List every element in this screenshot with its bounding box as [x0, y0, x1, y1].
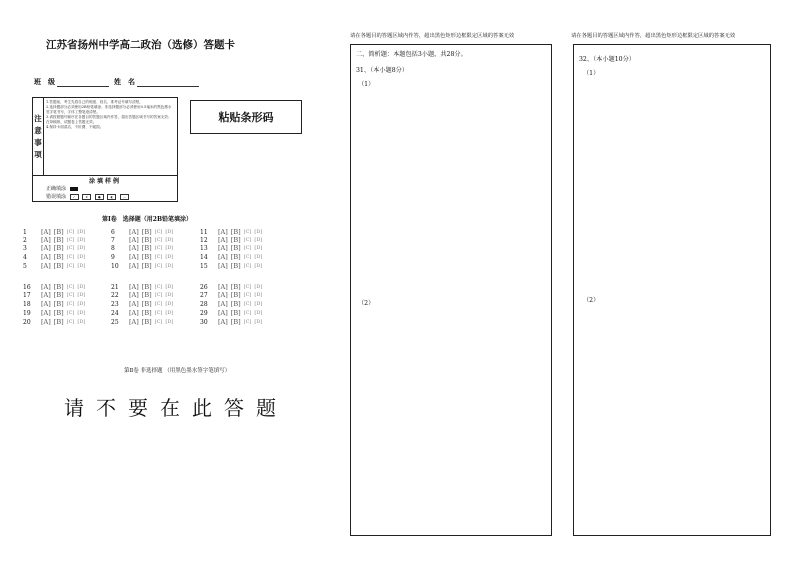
mc-question-row	[23, 318, 88, 326]
option-bubble-d[interactable]: [D]	[77, 237, 86, 243]
option-bubble-a[interactable]: [A]	[218, 300, 228, 308]
wrong-sample: 错误填涂 ✓ ✗ ● ◐ —	[46, 193, 129, 200]
fill-sample-title: 涂填样例	[88, 178, 121, 185]
mc-question-row	[23, 291, 88, 299]
mc-question-row	[111, 309, 176, 317]
option-bubble-d[interactable]: [D]	[254, 292, 263, 298]
option-bubble-d[interactable]: [D]	[165, 310, 174, 316]
correct-sample: 正确填涂	[46, 185, 78, 192]
option-bubble-b[interactable]: [B]	[230, 300, 241, 308]
option-bubble-d[interactable]: [D]	[254, 310, 263, 316]
option-bubble-b[interactable]: [B]	[141, 253, 152, 261]
option-bubble-d[interactable]: [D]	[254, 263, 263, 269]
mc-question-row	[111, 228, 176, 236]
mc-question-row	[200, 262, 265, 270]
mc-question-row	[23, 228, 88, 236]
option-bubble-a[interactable]: [A]	[41, 300, 51, 308]
section1-title: 第Ⅰ卷 选择题（用2B铅笔填涂）	[102, 216, 193, 223]
question-number: 14	[200, 253, 208, 261]
option-bubble-c[interactable]: [C]	[66, 245, 75, 251]
option-bubble-a[interactable]: [A]	[41, 244, 51, 252]
wrong-mark-icon: ✓	[70, 194, 79, 200]
option-bubble-b[interactable]: [B]	[230, 236, 241, 244]
option-bubble-d[interactable]: [D]	[165, 284, 174, 290]
no-answer-zone-text: 请不要在此答题	[64, 396, 288, 420]
question-number: 30	[200, 318, 208, 326]
mc-question-row	[23, 309, 88, 317]
question-number: 17	[23, 291, 31, 299]
question-number: 26	[200, 283, 208, 291]
question-number: 8	[111, 244, 115, 252]
notice-heading: 注 意 事 项	[33, 98, 44, 175]
option-bubble-d[interactable]: [D]	[165, 263, 174, 269]
question-number: 28	[200, 300, 208, 308]
option-bubble-b[interactable]: [B]	[53, 291, 64, 299]
question-number: 23	[111, 300, 119, 308]
section2-title: 第Ⅱ卷 非选择题 （用黑色墨水签字笔填写）	[124, 368, 231, 374]
class-underline	[57, 78, 109, 87]
option-bubble-d[interactable]: [D]	[77, 292, 86, 298]
option-bubble-c[interactable]: [C]	[154, 237, 163, 243]
option-bubble-d[interactable]: [D]	[77, 301, 86, 307]
option-bubble-c[interactable]: [C]	[243, 229, 252, 235]
option-bubble-b[interactable]: [B]	[230, 244, 241, 252]
option-bubble-b[interactable]: [B]	[230, 253, 241, 261]
option-bubble-c[interactable]: [C]	[154, 292, 163, 298]
option-bubble-a[interactable]: [A]	[129, 309, 139, 317]
page-title: 江苏省扬州中学高二政治（选修）答题卡	[46, 39, 235, 51]
option-bubble-b[interactable]: [B]	[53, 318, 64, 326]
notice-items	[46, 100, 175, 131]
question-number: 10	[111, 262, 119, 270]
answer-panel-31[interactable]	[350, 44, 552, 536]
question-number: 21	[111, 283, 119, 291]
class-field[interactable]	[34, 77, 109, 87]
option-bubble-b[interactable]: [B]	[141, 318, 152, 326]
option-bubble-a[interactable]: [A]	[41, 228, 51, 236]
option-bubble-a[interactable]: [A]	[129, 236, 139, 244]
option-bubble-b[interactable]: [B]	[141, 228, 152, 236]
mc-question-row	[200, 300, 265, 308]
mc-question-row	[111, 283, 176, 291]
mc-question-row	[111, 300, 176, 308]
correct-mark-icon	[70, 187, 78, 191]
option-bubble-c[interactable]: [C]	[154, 319, 163, 325]
option-bubble-d[interactable]: [D]	[254, 301, 263, 307]
option-bubble-b[interactable]: [B]	[53, 283, 64, 291]
option-bubble-a[interactable]: [A]	[218, 253, 228, 261]
option-bubble-b[interactable]: [B]	[141, 309, 152, 317]
option-bubble-c[interactable]: [C]	[66, 319, 75, 325]
option-bubble-a[interactable]: [A]	[129, 228, 139, 236]
option-bubble-b[interactable]: [B]	[230, 318, 241, 326]
option-bubble-c[interactable]: [C]	[154, 301, 163, 307]
mc-question-row	[200, 244, 265, 252]
option-bubble-a[interactable]: [A]	[129, 244, 139, 252]
option-bubble-a[interactable]: [A]	[218, 236, 228, 244]
option-bubble-c[interactable]: [C]	[66, 229, 75, 235]
wrong-mark-icon: —	[120, 194, 129, 200]
option-bubble-a[interactable]: [A]	[129, 318, 139, 326]
question-31-title: 31、（本小题8分）	[356, 67, 409, 74]
option-bubble-c[interactable]: [C]	[154, 254, 163, 260]
option-bubble-a[interactable]: [A]	[41, 318, 51, 326]
mc-question-row	[23, 283, 88, 291]
option-bubble-d[interactable]: [D]	[77, 263, 86, 269]
mc-question-row	[111, 244, 176, 252]
option-bubble-c[interactable]: [C]	[243, 263, 252, 269]
wrong-mark-icon: ●	[95, 194, 104, 200]
wrong-mark-icon: ✗	[82, 194, 91, 200]
question-number: 20	[23, 318, 31, 326]
option-bubble-a[interactable]: [A]	[41, 262, 51, 270]
option-bubble-b[interactable]: [B]	[141, 262, 152, 270]
option-bubble-d[interactable]: [D]	[77, 229, 86, 235]
option-bubble-d[interactable]: [D]	[77, 284, 86, 290]
barcode-area: 粘贴条形码	[190, 100, 302, 134]
option-bubble-d[interactable]: [D]	[77, 319, 86, 325]
option-bubble-c[interactable]: [C]	[243, 301, 252, 307]
mc-question-row	[23, 262, 88, 270]
mc-question-row	[200, 253, 265, 261]
option-bubble-a[interactable]: [A]	[129, 253, 139, 261]
q31-part2-label: （2）	[358, 300, 375, 307]
option-bubble-b[interactable]: [B]	[230, 228, 241, 236]
answer-area-warning: 请在各题目的答题区域内作答，超出黑色矩形边框限定区域的答案无效	[350, 33, 515, 39]
option-bubble-c[interactable]: [C]	[66, 284, 75, 290]
mc-question-row	[111, 236, 176, 244]
option-bubble-d[interactable]: [D]	[77, 245, 86, 251]
option-bubble-a[interactable]: [A]	[218, 283, 228, 291]
option-bubble-a[interactable]: [A]	[41, 309, 51, 317]
option-bubble-c[interactable]: [C]	[66, 263, 75, 269]
question-number: 22	[111, 291, 119, 299]
option-bubble-b[interactable]: [B]	[53, 228, 64, 236]
q31-part1-label: （1）	[358, 81, 375, 88]
mc-question-row	[111, 318, 176, 326]
option-bubble-d[interactable]: [D]	[165, 292, 174, 298]
question-number: 15	[200, 262, 208, 270]
mc-question-row	[200, 236, 265, 244]
option-bubble-b[interactable]: [B]	[141, 283, 152, 291]
question-number: 2	[23, 236, 27, 244]
question-number: 12	[200, 236, 208, 244]
option-bubble-b[interactable]: [B]	[230, 283, 241, 291]
name-field[interactable]	[114, 77, 199, 87]
mc-question-row	[200, 318, 265, 326]
option-bubble-b[interactable]: [B]	[230, 262, 241, 270]
q32-part1-label: （1）	[583, 70, 600, 77]
option-bubble-c[interactable]: [C]	[66, 254, 75, 260]
question-number: 4	[23, 253, 27, 261]
option-bubble-c[interactable]: [C]	[154, 263, 163, 269]
option-bubble-a[interactable]: [A]	[218, 228, 228, 236]
option-bubble-d[interactable]: [D]	[254, 319, 263, 325]
option-bubble-c[interactable]: [C]	[243, 292, 252, 298]
mc-question-row	[200, 309, 265, 317]
option-bubble-a[interactable]: [A]	[129, 283, 139, 291]
option-bubble-c[interactable]: [C]	[66, 310, 75, 316]
option-bubble-a[interactable]: [A]	[218, 262, 228, 270]
option-bubble-c[interactable]: [C]	[154, 310, 163, 316]
option-bubble-a[interactable]: [A]	[41, 283, 51, 291]
option-bubble-d[interactable]: [D]	[77, 254, 86, 260]
notice-box	[32, 97, 178, 176]
mc-question-row	[111, 291, 176, 299]
option-bubble-a[interactable]: [A]	[41, 291, 51, 299]
name-underline	[137, 78, 199, 87]
question-number: 18	[23, 300, 31, 308]
mc-question-row	[23, 300, 88, 308]
option-bubble-b[interactable]: [B]	[230, 309, 241, 317]
question-number: 5	[23, 262, 27, 270]
option-bubble-c[interactable]: [C]	[243, 319, 252, 325]
class-label: 班 级	[34, 77, 55, 86]
question-number: 1	[23, 228, 27, 236]
option-bubble-a[interactable]: [A]	[218, 244, 228, 252]
question-number: 3	[23, 244, 27, 252]
option-bubble-b[interactable]: [B]	[141, 244, 152, 252]
option-bubble-d[interactable]: [D]	[254, 284, 263, 290]
option-bubble-c[interactable]: [C]	[154, 284, 163, 290]
option-bubble-c[interactable]: [C]	[66, 301, 75, 307]
mc-question-row	[111, 262, 176, 270]
option-bubble-d[interactable]: [D]	[165, 301, 174, 307]
mc-question-row	[200, 283, 265, 291]
notice-item: 2.选择题部分必须使用2B铅笔填涂；非选择题部分必须使用0.5毫米的黑色墨水签字笔书写，字体工整笔迹清楚。	[46, 105, 172, 115]
option-bubble-b[interactable]: [B]	[53, 244, 64, 252]
option-bubble-b[interactable]: [B]	[141, 236, 152, 244]
option-bubble-c[interactable]: [C]	[243, 254, 252, 260]
question-number: 27	[200, 291, 208, 299]
option-bubble-d[interactable]: [D]	[165, 319, 174, 325]
wrong-mark-icon: ◐	[107, 194, 116, 200]
question-number: 11	[200, 228, 208, 236]
option-bubble-c[interactable]: [C]	[154, 229, 163, 235]
answer-panel-32[interactable]	[573, 44, 771, 536]
option-bubble-a[interactable]: [A]	[218, 318, 228, 326]
option-bubble-d[interactable]: [D]	[165, 254, 174, 260]
option-bubble-c[interactable]: [C]	[243, 245, 252, 251]
option-bubble-c[interactable]: [C]	[243, 284, 252, 290]
option-bubble-d[interactable]: [D]	[254, 237, 263, 243]
question-number: 19	[23, 309, 31, 317]
option-bubble-a[interactable]: [A]	[218, 291, 228, 299]
option-bubble-a[interactable]: [A]	[129, 291, 139, 299]
section-heading: 二、简析题：本题包括3小题，共28分。	[356, 51, 467, 58]
mc-question-row	[23, 236, 88, 244]
option-bubble-c[interactable]: [C]	[243, 237, 252, 243]
option-bubble-c[interactable]: [C]	[66, 237, 75, 243]
option-bubble-d[interactable]: [D]	[165, 245, 174, 251]
option-bubble-a[interactable]: [A]	[41, 236, 51, 244]
question-number: 16	[23, 283, 31, 291]
option-bubble-b[interactable]: [B]	[141, 291, 152, 299]
question-number: 24	[111, 309, 119, 317]
option-bubble-d[interactable]: [D]	[165, 229, 174, 235]
option-bubble-d[interactable]: [D]	[165, 237, 174, 243]
option-bubble-d[interactable]: [D]	[254, 245, 263, 251]
question-number: 6	[111, 228, 115, 236]
question-number: 7	[111, 236, 115, 244]
option-bubble-a[interactable]: [A]	[129, 262, 139, 270]
option-bubble-c[interactable]: [C]	[66, 292, 75, 298]
mc-question-row	[23, 253, 88, 261]
option-bubble-a[interactable]: [A]	[41, 253, 51, 261]
notice-item: 1.答题前，考生先将自己的班级、姓名、准考证号填写清楚。	[46, 100, 143, 104]
mc-question-row	[200, 228, 265, 236]
mc-question-row	[200, 291, 265, 299]
option-bubble-b[interactable]: [B]	[53, 236, 64, 244]
notice-item: 3.请按照题号顺序在各题目的答题区域内作答，超出答题区域书写的答案无效；在草稿纸、试题卷上答题无效。	[46, 115, 172, 125]
option-bubble-b[interactable]: [B]	[230, 291, 241, 299]
option-bubble-b[interactable]: [B]	[53, 253, 64, 261]
option-bubble-d[interactable]: [D]	[254, 229, 263, 235]
question-number: 29	[200, 309, 208, 317]
name-label: 姓 名	[114, 77, 135, 86]
option-bubble-a[interactable]: [A]	[218, 309, 228, 317]
notice-item: 4.保持卡面清洁，不折叠、不破损。	[46, 125, 104, 130]
option-bubble-d[interactable]: [D]	[77, 310, 86, 316]
mc-question-row	[111, 253, 176, 261]
option-bubble-d[interactable]: [D]	[254, 254, 263, 260]
mc-question-row	[23, 244, 88, 252]
question-number: 9	[111, 253, 115, 261]
q32-part2-label: （2）	[583, 297, 600, 304]
question-32-title: 32、（本小题10分）	[579, 56, 635, 63]
option-bubble-b[interactable]: [B]	[53, 262, 64, 270]
option-bubble-c[interactable]: [C]	[154, 245, 163, 251]
fill-sample-box	[32, 174, 178, 202]
question-number: 25	[111, 318, 119, 326]
option-bubble-b[interactable]: [B]	[53, 300, 64, 308]
option-bubble-b[interactable]: [B]	[141, 300, 152, 308]
option-bubble-c[interactable]: [C]	[243, 310, 252, 316]
question-number: 13	[200, 244, 208, 252]
answer-area-warning: 请在各题目的答题区域内作答，超出黑色矩形边框限定区域的答案无效	[571, 33, 736, 39]
option-bubble-b[interactable]: [B]	[53, 309, 64, 317]
option-bubble-a[interactable]: [A]	[129, 300, 139, 308]
